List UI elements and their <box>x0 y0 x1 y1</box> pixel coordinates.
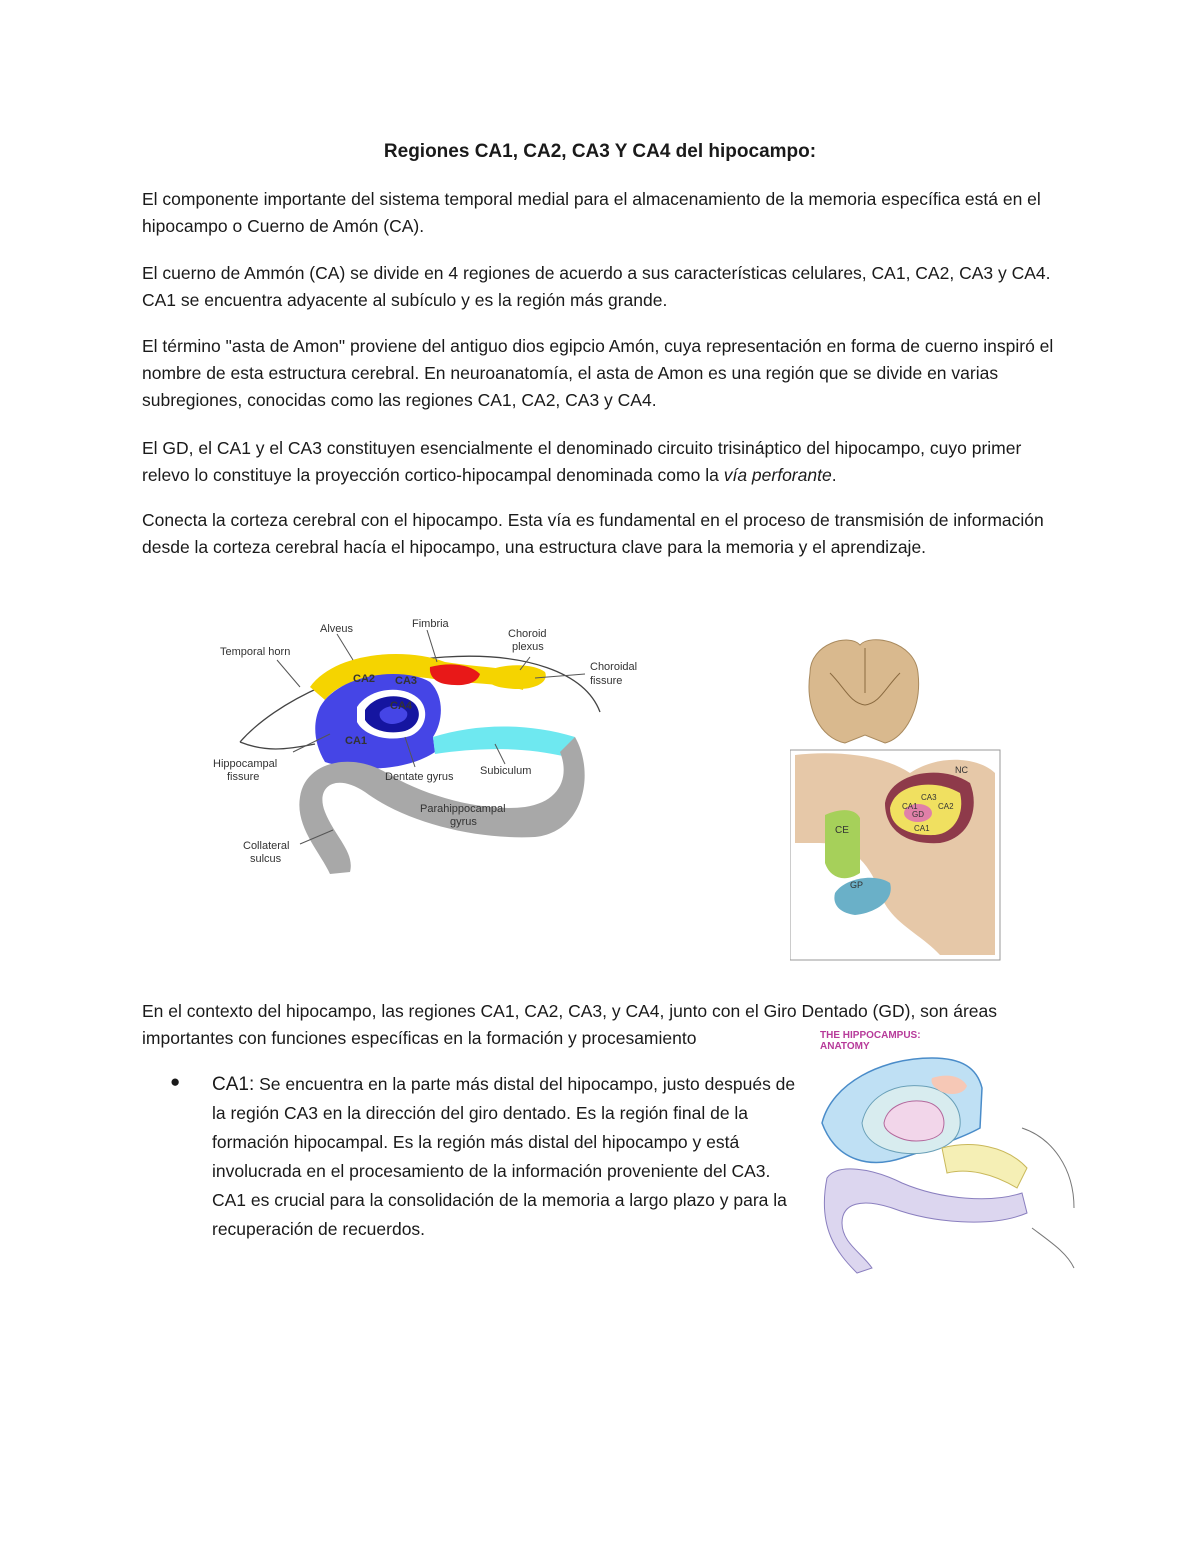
paragraph-4-end: . <box>831 465 837 485</box>
label-ca3-small: CA3 <box>921 793 937 802</box>
label-ca1-main: CA1 <box>914 824 930 833</box>
label-subiculum: Subiculum <box>480 765 532 777</box>
label-parahippocampal-1: Parahippocampal <box>420 803 506 815</box>
fissure-outline <box>240 742 315 749</box>
label-parahippocampal-2: gyrus <box>450 816 477 828</box>
choroid-plexus-shape <box>485 665 546 689</box>
label-ce: CE <box>835 825 849 836</box>
paragraph-4-text: El GD, el CA1 y el CA3 constituyen esencialmente el denominado circuito trisináptico del hipocampo, cuyo primer relevo lo constituye la proyección cortico-hipocampal denominada como la <box>142 438 1022 485</box>
bullet-icon: ● <box>170 1072 181 1091</box>
label-gd-small: GD <box>912 810 924 819</box>
anatomy-title-1: THE HIPPOCAMPUS: <box>820 1030 921 1041</box>
paragraph-3: El término "asta de Amon" proviene del antiguo dios egipcio Amón, cuya representación en forma de cuerno inspiró el nombre de esta estructura cerebral. En neuroanatomía, el asta de Amon es una región que se divide en varias subregiones, conocidas como las regiones CA1, CA2, CA3 y CA4. <box>142 336 1054 410</box>
leader-line <box>427 630 437 662</box>
label-ca1: CA1 <box>345 735 368 747</box>
leader-line <box>277 660 300 687</box>
ca1-term: CA1: <box>212 1074 255 1095</box>
coronal-brain-shape <box>809 640 919 743</box>
paragraph-5: Conecta la corteza cerebral con el hipocampo. Esta vía es fundamental en el proceso de transmisión de información desde la corteza cerebral hacía el hipocampo, una estructura clave para la memoria y el aprendizaje. <box>142 510 1044 557</box>
label-ca2-small: CA2 <box>938 802 954 811</box>
label-choroidal-fissure-2: fissure <box>590 675 623 687</box>
label-fimbria: Fimbria <box>412 618 449 630</box>
ca1-bullet-text <box>212 1070 802 1244</box>
hippocampus-diagram-figure <box>205 612 665 877</box>
label-collateral-1: Collateral <box>243 840 290 852</box>
brain-section-figure <box>790 633 1020 963</box>
label-choroid-plexus-1: Choroid <box>508 628 547 640</box>
ce-shape <box>825 810 860 878</box>
via-perforante-emphasis: vía perforante <box>723 465 832 485</box>
paragraph-2: El cuerno de Ammón (CA) se divide en 4 regiones de acuerdo a sus características celulares, CA1, CA2, CA3 y CA4. CA1 se encuentra adyacente al subículo y es la región más grande. <box>142 263 1051 310</box>
context-paragraph: En el contexto del hipocampo, las regiones CA1, CA2, CA3, y CA4, junto con el Giro Dentado (GD), son áreas importantes con funciones específicas en la formación y procesamiento <box>142 1001 998 1048</box>
hippocampus-anatomy-figure <box>812 1028 1082 1283</box>
hippocampus-diagram <box>205 612 665 877</box>
leader-line <box>337 634 353 660</box>
label-alveus: Alveus <box>320 623 354 635</box>
label-choroid-plexus-2: plexus <box>512 641 544 653</box>
label-ca4: CA4 <box>390 700 413 712</box>
label-nc: NC <box>955 765 968 775</box>
document-title: Regiones CA1, CA2, CA3 Y CA4 del hipocampo: <box>383 141 817 162</box>
anatomy-title-2: ANATOMY <box>820 1041 870 1052</box>
label-temporal-horn: Temporal horn <box>220 646 291 658</box>
label-choroidal-fissure-1: Choroidal <box>590 661 638 673</box>
hippocampus-anatomy-illustration <box>812 1028 1082 1283</box>
paragraph-1: El componente importante del sistema temporal medial para el almacenamiento de la memoria específica está en el hipocampo o Cuerno de Amón (CA). <box>142 189 1041 236</box>
label-ca1-small: CA1 <box>902 802 918 811</box>
ca1-description: Se encuentra en la parte más distal del hipocampo, justo después de la región CA3 en la dirección del giro dentado. Es la región final de la formación hipocampal. Es la región más distal del hipocampo y está involucrada en el procesamiento de la información proveniente del CA3. CA1 es crucial para la consolidación de la memoria a largo plazo y para la recuperación de recuerdos. <box>212 1074 796 1239</box>
subiculum-shape <box>433 726 575 757</box>
label-gp: GP <box>850 880 864 890</box>
paragraph-4 <box>142 435 1062 489</box>
brain-section-illustration <box>790 633 1020 963</box>
label-hippocampal-fissure-2: fissure <box>227 771 260 783</box>
label-ca2: CA2 <box>353 673 376 685</box>
label-ca3: CA3 <box>395 675 418 687</box>
label-hippocampal-fissure-1: Hippocampal <box>213 758 278 770</box>
label-dentate-gyrus: Dentate gyrus <box>385 771 454 783</box>
label-collateral-2: sulcus <box>250 853 282 865</box>
